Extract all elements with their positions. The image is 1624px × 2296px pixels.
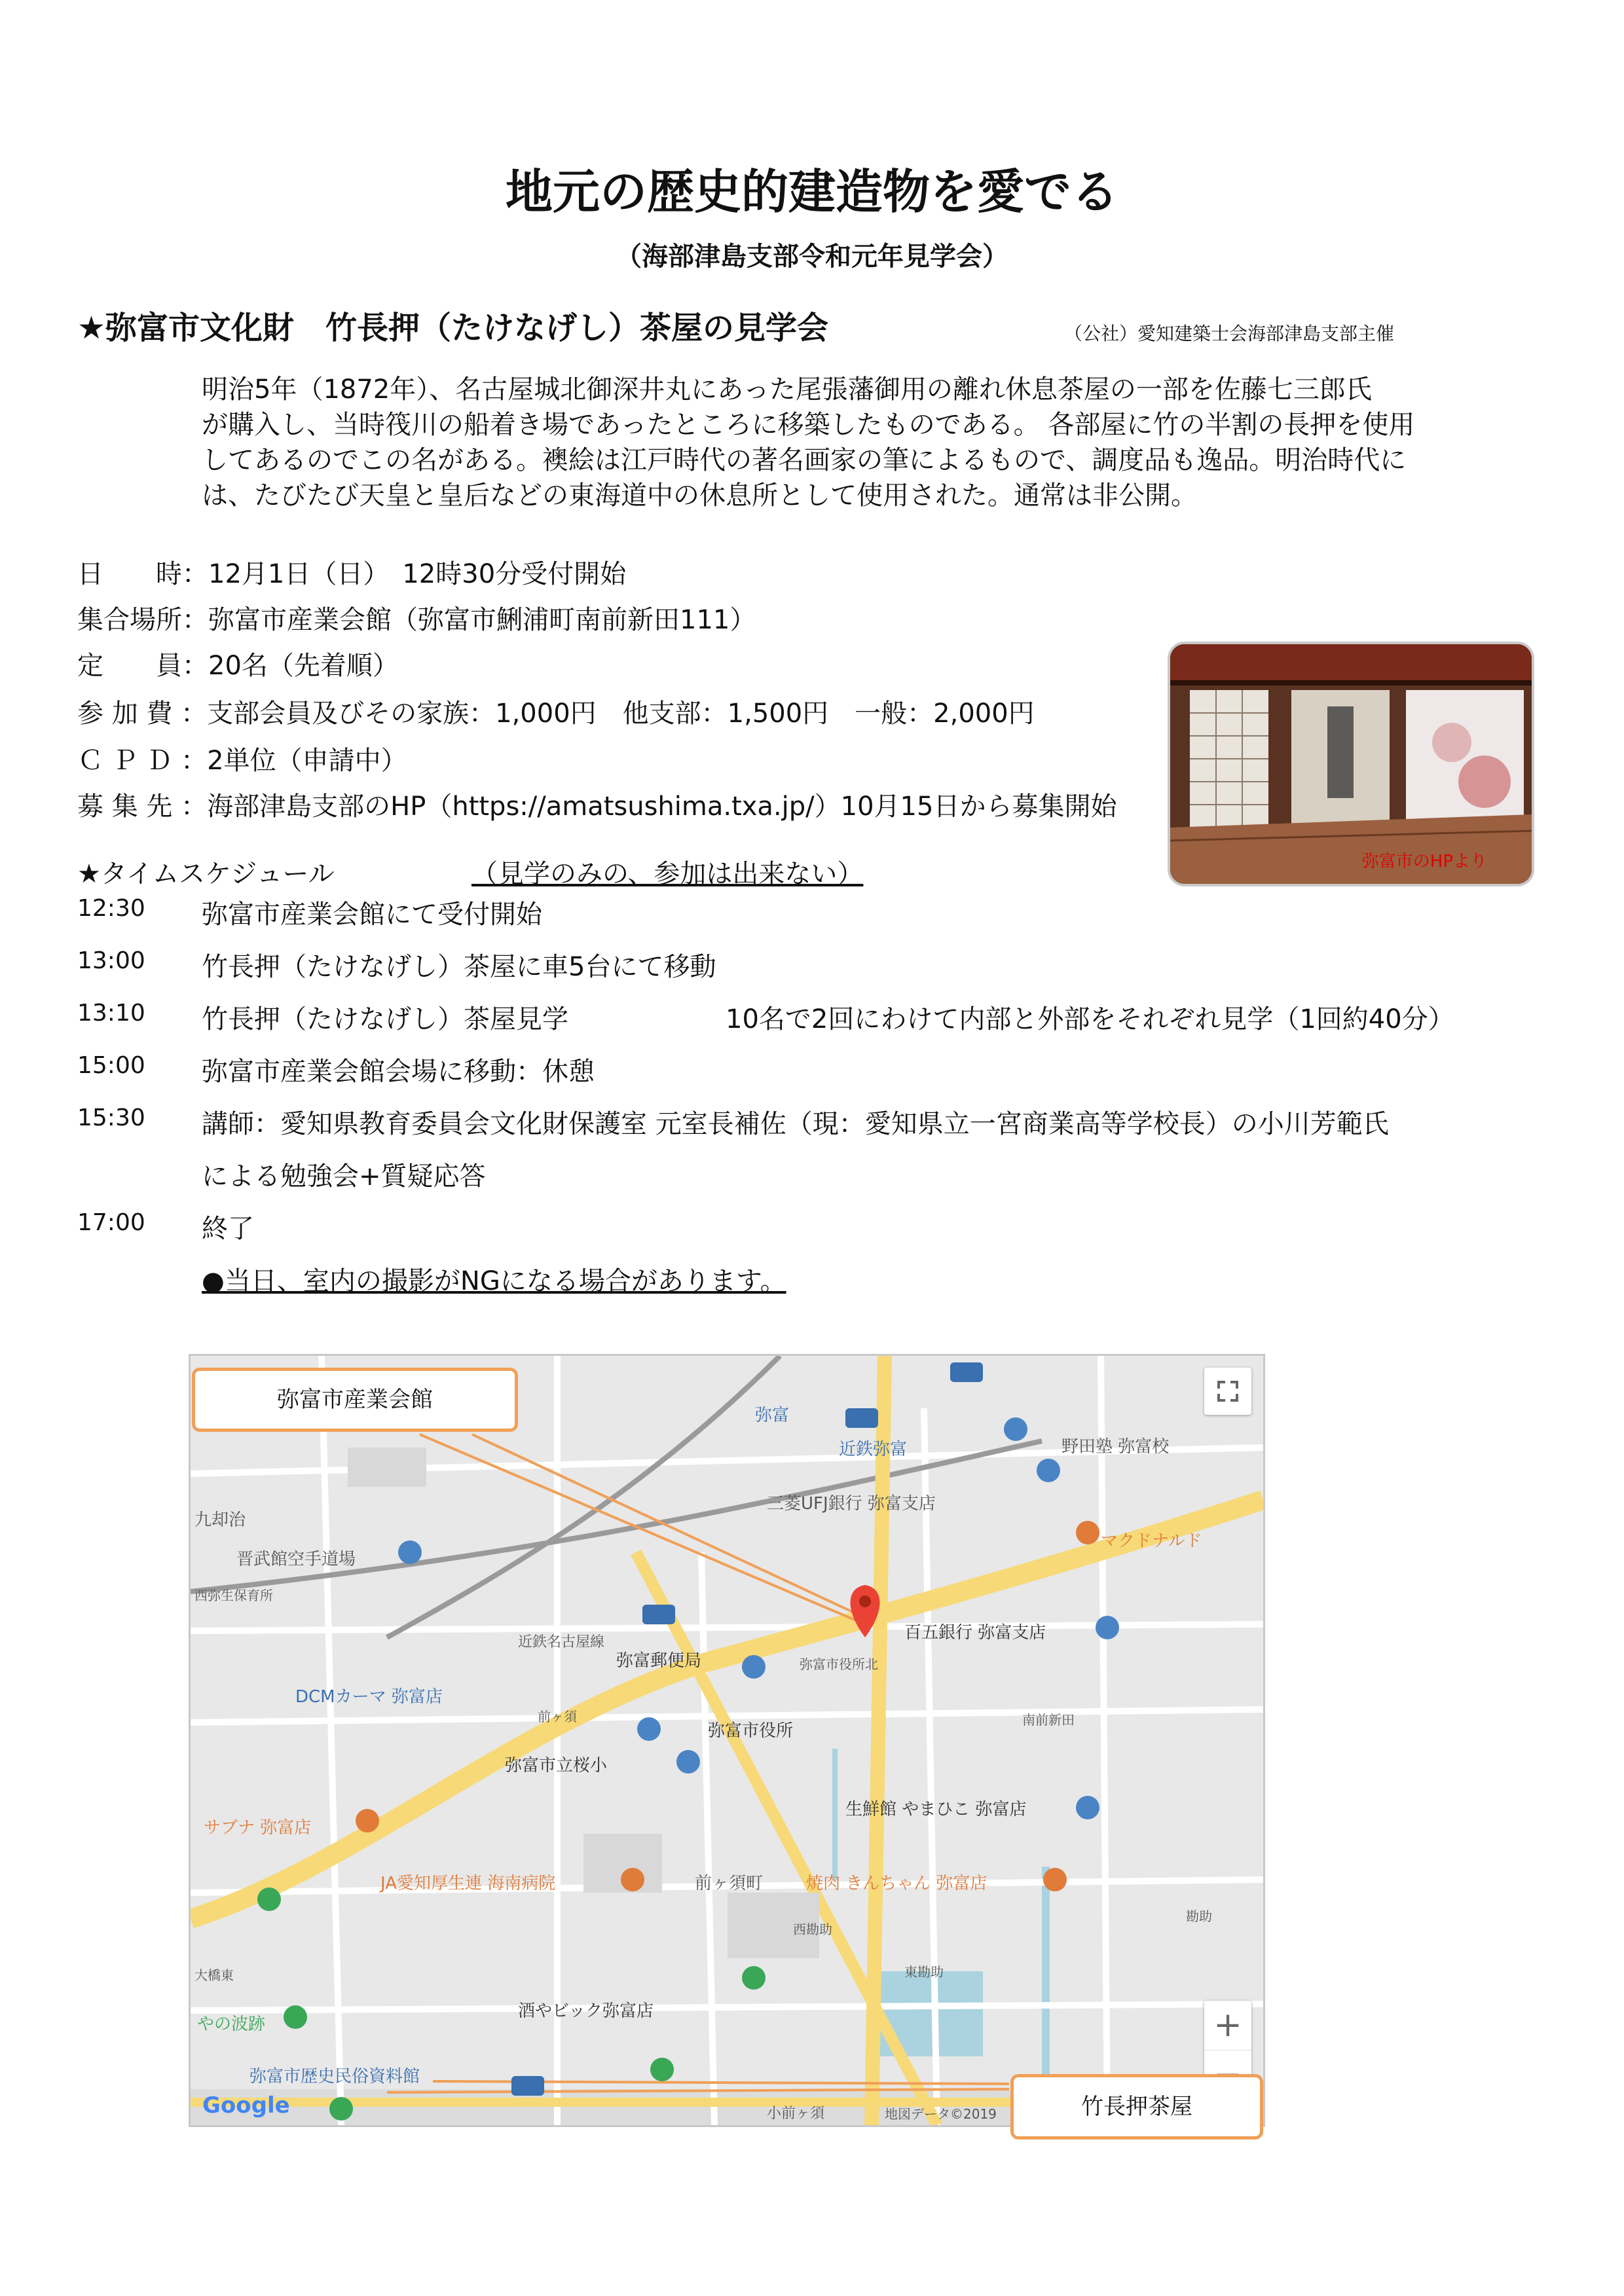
- map-label: 弥富: [755, 1406, 790, 1425]
- schedule-time: 13:00: [77, 947, 145, 974]
- map-label: 弥富郵便局: [616, 1651, 702, 1671]
- schedule-time: 12:30: [77, 895, 145, 922]
- venue-callout: 弥富市産業会館: [192, 1368, 518, 1432]
- map-label: 弥富市立桜小: [505, 1756, 608, 1776]
- intro-line: が購入し、当時筏川の船着き場であったところに移築したものである。 各部屋に竹の半割の長押を使用: [202, 410, 1415, 440]
- map-label: 近鉄弥富: [839, 1440, 908, 1459]
- schedule-desc: 終了: [202, 1214, 254, 1244]
- info-fee: 参 加 費 ：支部会員及びその家族：1,000円 他支部：1,500円 一般：2,000円: [77, 699, 1035, 729]
- map-label: 三菱UFJ銀行 弥富支店: [767, 1494, 936, 1514]
- schedule-heading: ★タイムスケジュール: [77, 859, 335, 889]
- map-label: 生鮮館 やまひこ 弥富店: [845, 1800, 1027, 1819]
- map-label: 小前ヶ須: [767, 2105, 825, 2122]
- organizer-text: （公社）愛知建築士会海部津島支部主催: [1064, 323, 1395, 344]
- intro-line: は、たびたび天皇と皇后などの東海道中の休息所として使用された。通常は非公開。: [202, 481, 1197, 511]
- info-capacity: 定 員：20名（先着順）: [77, 651, 399, 681]
- schedule-desc: 弥富市産業会館会場に移動：休憩: [202, 1057, 595, 1087]
- zoom-in-button[interactable]: +: [1213, 2005, 1242, 2045]
- schedule-time: 15:30: [77, 1104, 145, 1131]
- map-label: DCMカーマ 弥富店: [295, 1687, 443, 1707]
- schedule-time: 13:10: [77, 1000, 145, 1027]
- map-label: 百五銀行 弥富支店: [904, 1623, 1046, 1643]
- info-cpd: Ｃ Ｐ Ｄ ：2単位（申請中）: [77, 746, 407, 776]
- map-label: 焼肉 きんちゃん 弥富店: [806, 1874, 987, 1893]
- map-label: 南前新田: [1022, 1712, 1075, 1728]
- map-label: 弥富市歴史民俗資料館: [249, 2067, 420, 2086]
- info-application: 募 集 先 ：海部津島支部のHP（https://amatsushima.txa.jp/）10月15日から募集開始: [77, 792, 1117, 822]
- schedule-desc: による勉強会+質疑応答: [202, 1161, 486, 1192]
- schedule-note: （見学のみの、参加は出来ない）: [471, 859, 864, 889]
- schedule-desc: 講師：愛知県教育委員会文化財保護室 元室長補佐（現：愛知県立一宮商業高等学校長）の小川芳範氏: [202, 1109, 1389, 1139]
- intro-line: 明治5年（1872年）、名古屋城北御深井丸にあった尾張藩御用の離れ休息茶屋の一部を佐藤七三郎氏: [202, 374, 1372, 405]
- event-heading: ★弥富市文化財 竹長押（たけなげし）茶屋の見学会: [77, 310, 829, 346]
- google-logo: Google: [202, 2092, 290, 2119]
- map-label: 東勘助: [904, 1964, 944, 1980]
- map-label: 勘助: [1186, 1908, 1212, 1924]
- photo-notice: ●当日、室内の撮影がNGになる場合があります。: [202, 1266, 786, 1296]
- map-label: 弥富市役所: [708, 1721, 794, 1741]
- map-label: 弥富市役所北: [800, 1656, 878, 1672]
- schedule-desc: 竹長押（たけなげし）茶屋見学 10名で2回にわけて内部と外部をそれぞれ見学（1回約40分）: [202, 1004, 1454, 1034]
- fullscreen-button[interactable]: [1204, 1368, 1251, 1415]
- map-label: 西勘助: [793, 1922, 832, 1937]
- map-label: 酒やビック弥富店: [518, 2001, 654, 2021]
- map-label: 晋武館空手道場: [236, 1550, 356, 1569]
- map-label: 大橋東: [194, 1967, 234, 1983]
- map-label: やの波跡: [197, 2014, 266, 2034]
- intro-paragraph: [202, 372, 1524, 513]
- info-date: 日 時：12月1日（日） 12時30分受付開始: [77, 559, 627, 589]
- schedule-time: 15:00: [77, 1052, 145, 1079]
- page-title: 地元の歴史的建造物を愛でる: [505, 164, 1118, 219]
- map-label: 九却治: [194, 1510, 246, 1530]
- map-attribution: 地図データ©2019: [885, 2106, 997, 2122]
- map-label: 前ヶ須町: [695, 1874, 764, 1893]
- map-label: 西弥生保育所: [194, 1588, 273, 1603]
- map-label: サブナ 弥富店: [204, 1818, 312, 1838]
- tea-house-photo: [1168, 642, 1534, 886]
- schedule-desc: 弥富市産業会館にて受付開始: [202, 900, 542, 930]
- area-map[interactable]: [189, 1354, 1265, 2127]
- info-venue: 集合場所：弥富市産業会館（弥富市鯏浦町南前新田111）: [77, 605, 756, 635]
- map-label: マクドナルド: [1101, 1531, 1202, 1551]
- teahouse-callout: 竹長押茶屋: [1010, 2074, 1263, 2140]
- schedule-desc: 竹長押（たけなげし）茶屋に車5台にて移動: [202, 952, 716, 982]
- map-label: 野田塾 弥富校: [1061, 1437, 1170, 1457]
- map-label: 前ヶ須: [538, 1709, 577, 1724]
- fullscreen-icon: [1204, 1368, 1251, 1415]
- map-label: 近鉄名古屋線: [518, 1634, 605, 1650]
- intro-line: してあるのでこの名がある。襖絵は江戸時代の著名画家の筆によるもので、調度品も逸品。明治時代に: [202, 445, 1407, 475]
- schedule-time: 17:00: [77, 1209, 145, 1236]
- photo-caption: 弥富市のHPより: [1361, 852, 1487, 871]
- map-label: JA愛知厚生連 海南病院: [380, 1874, 556, 1893]
- page-subtitle: （海部津島支部令和元年見学会）: [616, 242, 1008, 272]
